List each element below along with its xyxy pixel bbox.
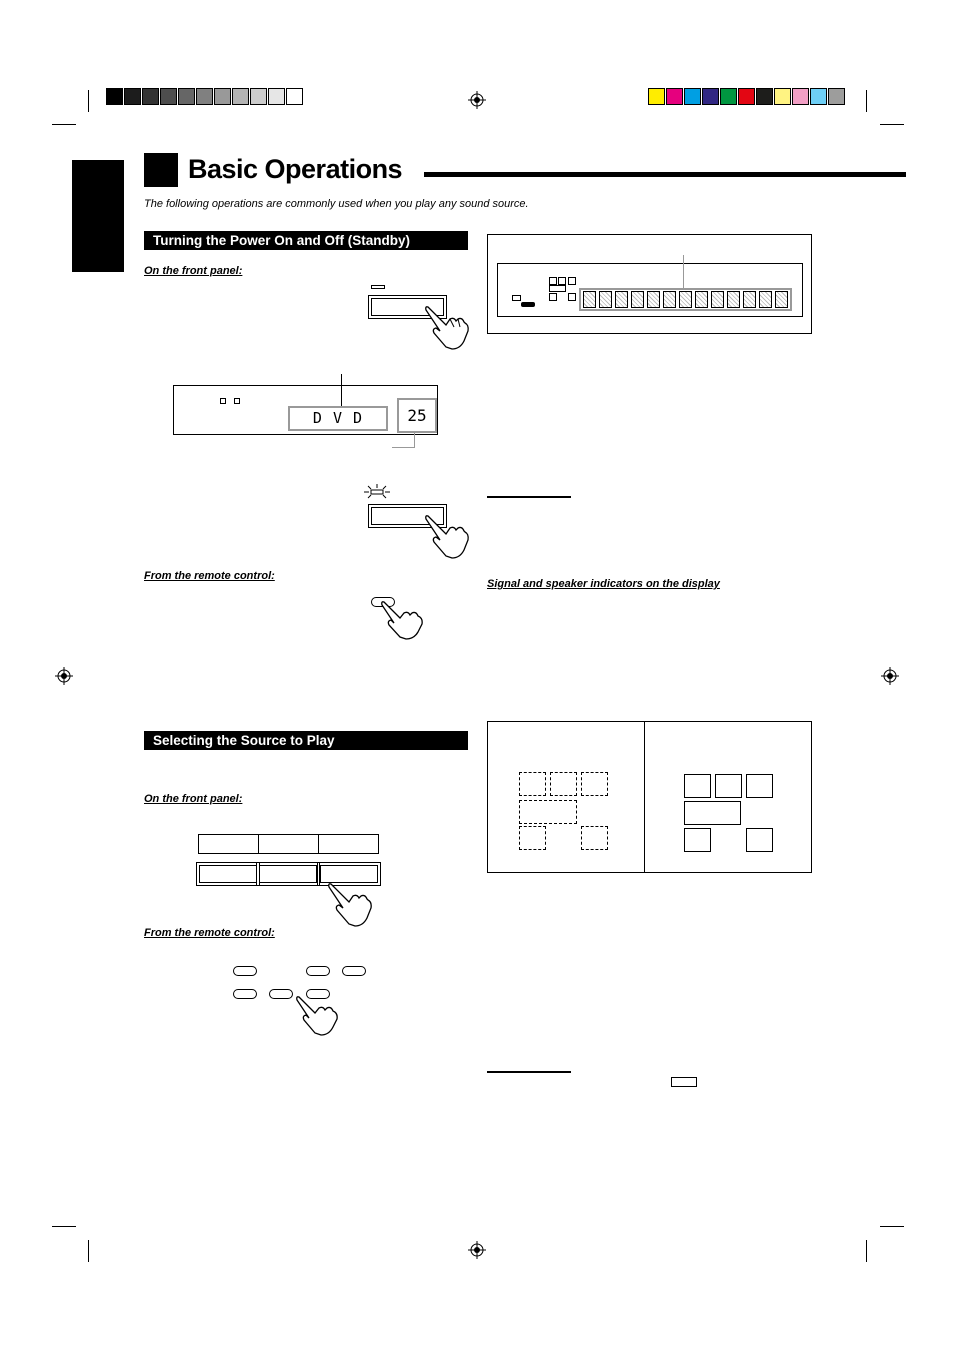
speaker-indicator (568, 293, 576, 301)
display-indicator (220, 398, 226, 404)
note-rule (487, 496, 571, 498)
source-section-heading: Selecting the Source to Play (144, 731, 468, 750)
gray-swatch (106, 88, 123, 105)
display-volume-text: 25 (407, 406, 427, 425)
segment-char (583, 291, 596, 308)
speaker-subwoofer-indicator (519, 800, 577, 824)
speaker-front-right-indicator (746, 774, 773, 798)
speaker-front-left-indicator (519, 772, 546, 796)
color-swatch (666, 88, 683, 105)
segment-char (663, 291, 676, 308)
color-swatch (684, 88, 701, 105)
color-swatch (774, 88, 791, 105)
gray-swatch (196, 88, 213, 105)
speaker-indicator (549, 277, 557, 285)
remote-source-button[interactable] (342, 966, 366, 976)
gray-swatch (142, 88, 159, 105)
gray-swatch (124, 88, 141, 105)
speaker-center-indicator (550, 772, 577, 796)
color-swatch (828, 88, 845, 105)
remote-source-button[interactable] (233, 989, 257, 999)
hand-press-icon (424, 512, 470, 560)
color-swatch (738, 88, 755, 105)
speaker-indicator (558, 277, 566, 285)
source-button[interactable] (259, 865, 317, 883)
speaker-indicator (568, 277, 576, 285)
gray-swatch (178, 88, 195, 105)
source-button[interactable] (199, 865, 257, 883)
intro-text: The following operations are commonly used when you play any sound source. (144, 198, 529, 210)
segment-char (711, 291, 724, 308)
speaker-indicator (549, 293, 557, 301)
page-title: Basic Operations (188, 154, 403, 184)
gray-swatch (286, 88, 303, 105)
display-source-text: D V D (312, 409, 364, 427)
color-swatch (648, 88, 665, 105)
speaker-diagram-divider (644, 721, 645, 873)
power-remote-label: From the remote control: (144, 570, 275, 582)
speaker-surround-right-indicator (746, 828, 773, 852)
title-marker (144, 153, 178, 187)
standby-lamp-icon (371, 285, 385, 289)
display-source-window (288, 406, 388, 431)
registration-mark-icon (55, 667, 73, 685)
remote-source-button[interactable] (233, 966, 257, 976)
speaker-front-left-indicator (684, 774, 711, 798)
speaker-indicator (549, 285, 566, 292)
segment-char (679, 291, 692, 308)
remote-source-button[interactable] (306, 966, 330, 976)
note-rule (487, 1071, 571, 1073)
hand-press-icon (380, 600, 426, 640)
color-swatch (720, 88, 737, 105)
segment-char (631, 291, 644, 308)
power-section-heading: Turning the Power On and Off (Standby) (144, 231, 468, 250)
registration-mark-icon (468, 91, 486, 109)
callout-line (414, 433, 415, 448)
segment-char (759, 291, 772, 308)
color-swatch (792, 88, 809, 105)
color-swatch (756, 88, 773, 105)
segment-char (743, 291, 756, 308)
speaker-surround-left-indicator (519, 826, 546, 850)
title-rule (424, 172, 906, 177)
hand-press-icon (295, 995, 341, 1037)
dolby-logo-icon (512, 295, 521, 301)
registration-mark-icon (881, 667, 899, 685)
power-front-panel-label: On the front panel: (144, 265, 243, 277)
segment-char (615, 291, 628, 308)
gray-swatch (268, 88, 285, 105)
segment-char (695, 291, 708, 308)
gray-swatch (160, 88, 177, 105)
speaker-surround-right-indicator (581, 826, 608, 850)
callout-line (341, 374, 342, 406)
remote-source-button[interactable] (269, 989, 293, 999)
segment-char (727, 291, 740, 308)
gray-swatch (214, 88, 231, 105)
source-button[interactable] (258, 834, 319, 854)
display-volume-window (397, 398, 437, 433)
registration-mark-icon (468, 1241, 486, 1259)
speaker-surround-left-indicator (684, 828, 711, 852)
speaker-subwoofer-indicator (684, 801, 741, 825)
source-button[interactable] (198, 834, 259, 854)
speaker-front-right-indicator (581, 772, 608, 796)
segment-char (775, 291, 788, 308)
segment-char (647, 291, 660, 308)
gray-swatch (250, 88, 267, 105)
hand-press-icon (424, 303, 470, 351)
source-remote-label: From the remote control: (144, 927, 275, 939)
color-swatch (810, 88, 827, 105)
source-button[interactable] (318, 834, 379, 854)
hand-press-icon (327, 880, 373, 928)
source-front-panel-label: On the front panel: (144, 793, 243, 805)
callout-line (683, 255, 684, 289)
indicators-label: Signal and speaker indicators on the display (487, 578, 720, 590)
gray-swatch (232, 88, 249, 105)
speaker-center-indicator (715, 774, 742, 798)
inline-indicator-box (671, 1077, 697, 1087)
display-indicator (234, 398, 240, 404)
dts-logo-icon (521, 302, 535, 307)
segment-char (599, 291, 612, 308)
blinking-lamp-icon (364, 484, 390, 500)
color-swatch (702, 88, 719, 105)
language-tab (72, 160, 124, 272)
callout-line (392, 447, 415, 448)
